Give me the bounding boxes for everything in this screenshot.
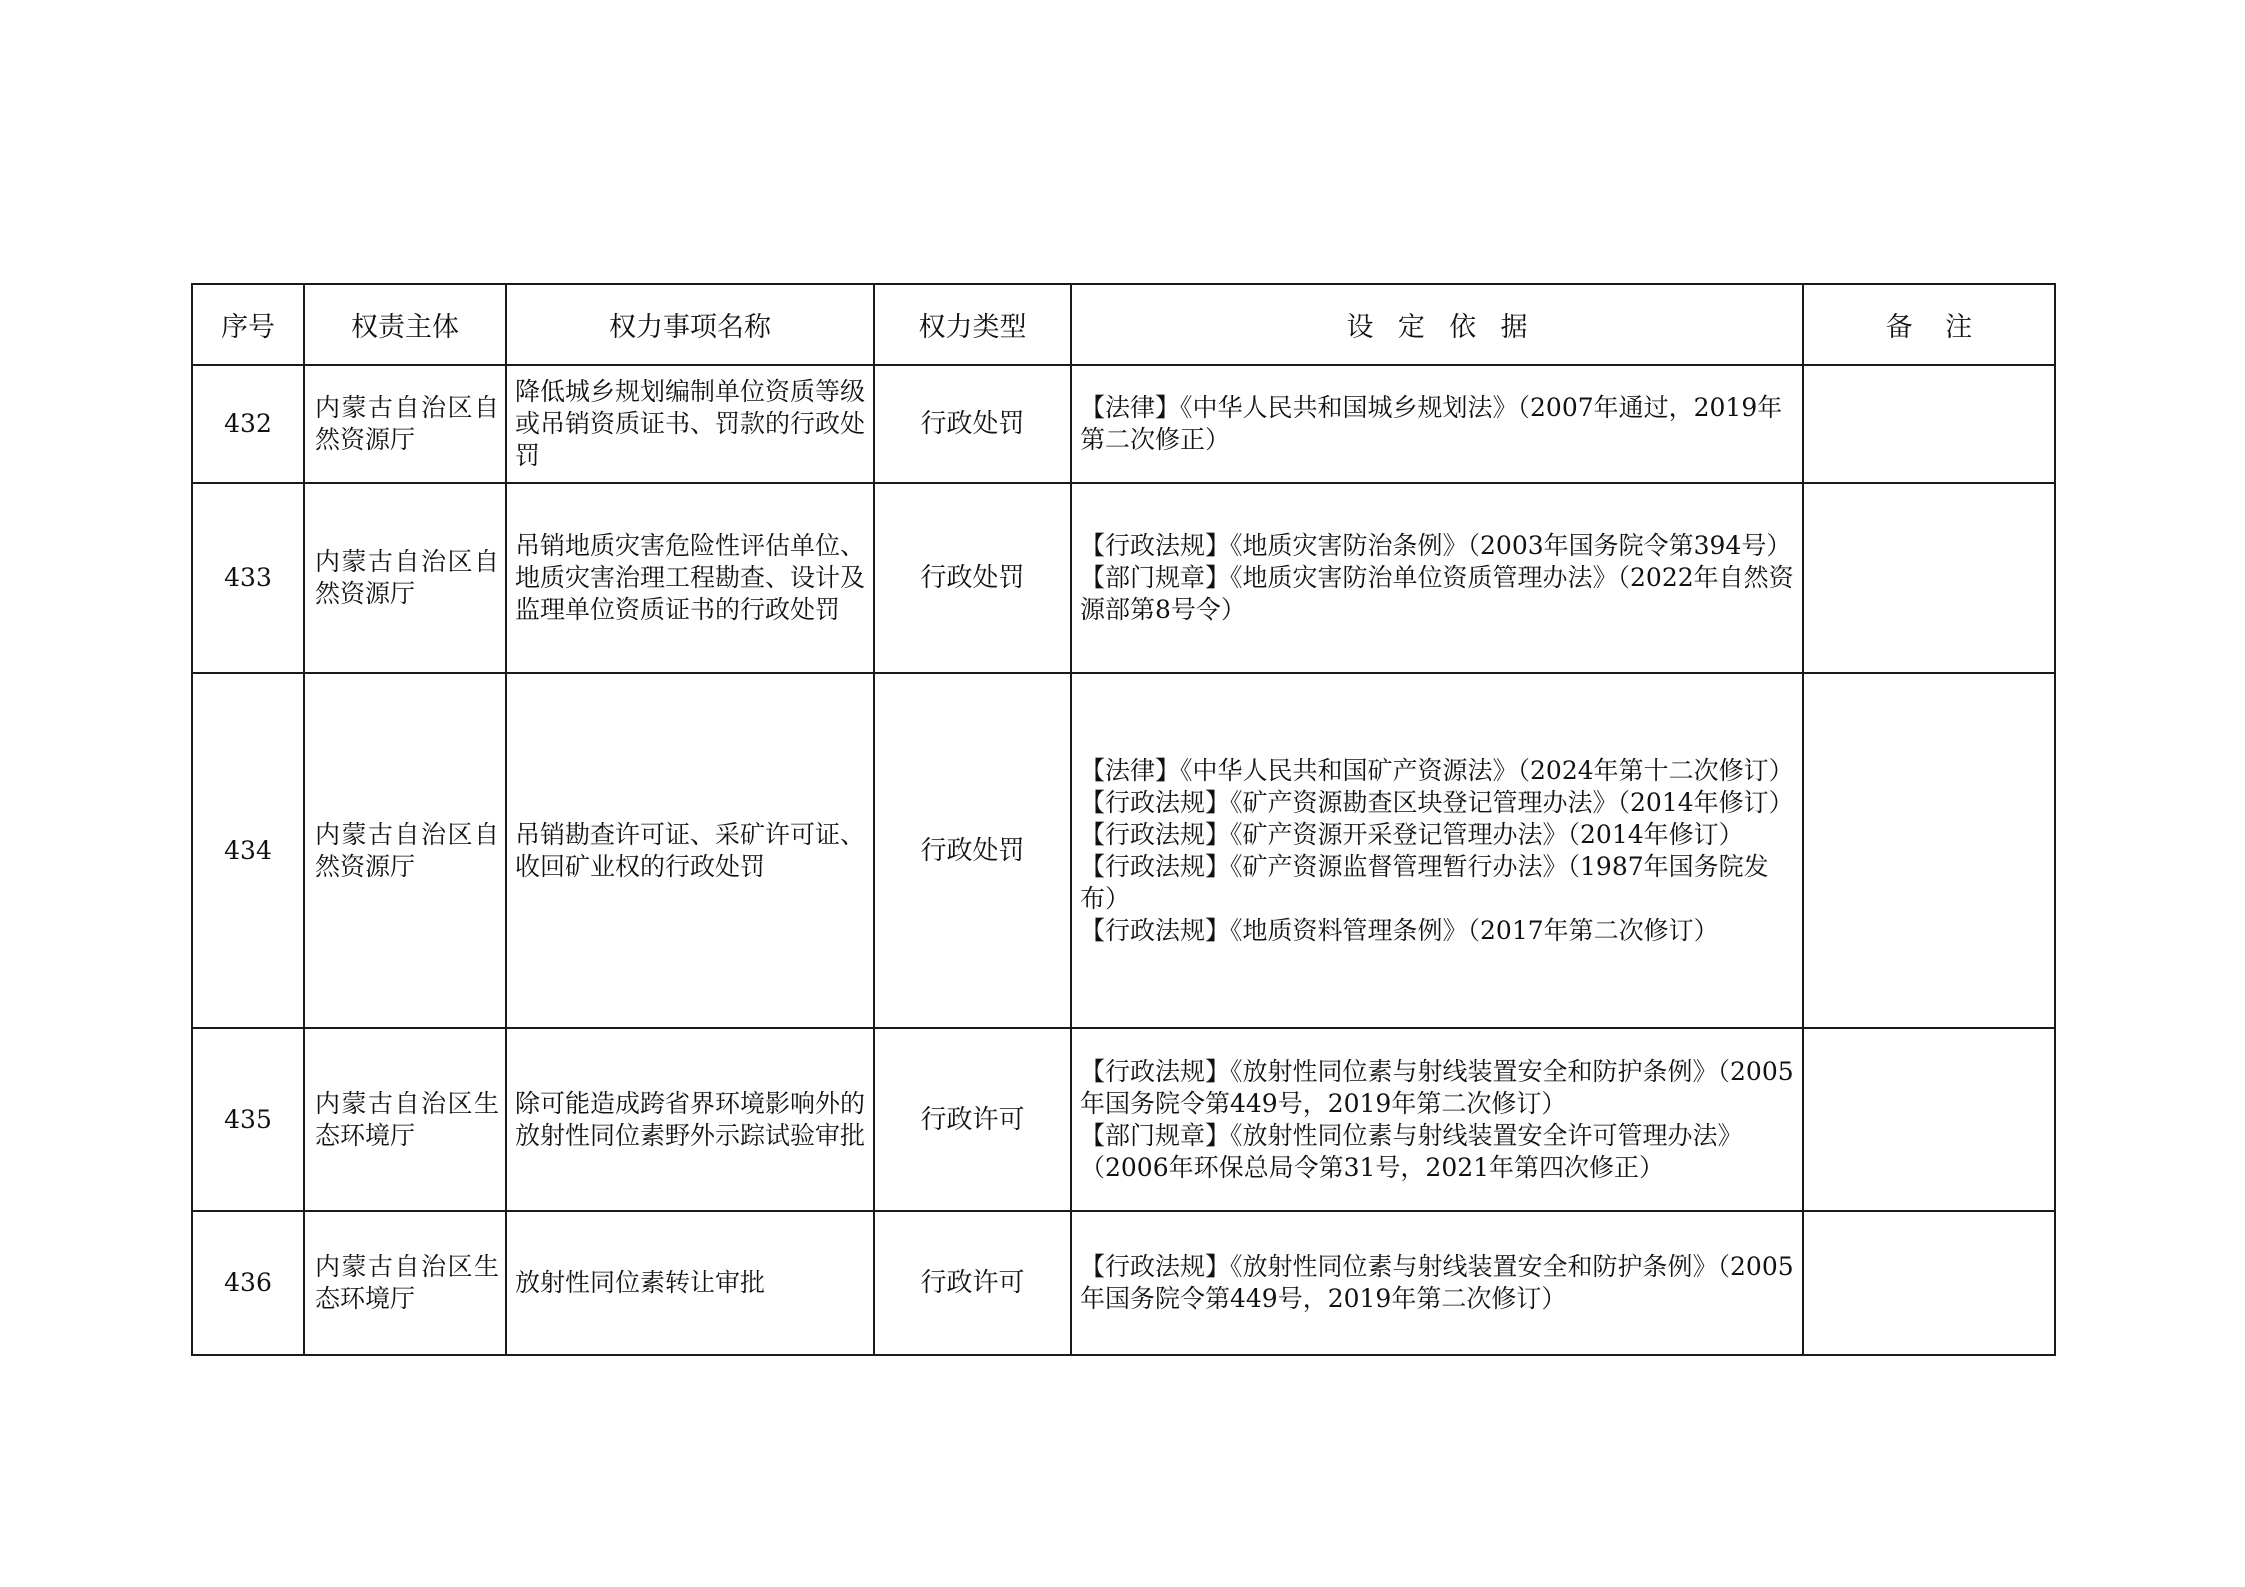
basis-line: 【行政法规】《矿产资源勘查区块登记管理办法》（2014年修订） [1080, 787, 1794, 817]
row-basis [1071, 1028, 1803, 1211]
row-note [1803, 1028, 2055, 1211]
row-note [1803, 483, 2055, 673]
header-type: 权力类型 [874, 284, 1071, 365]
header-basis: 设定依据 [1071, 284, 1803, 365]
row-basis [1071, 1211, 1803, 1355]
row-subject: 内蒙古自治区自然资源厅 [304, 483, 506, 673]
row-subject: 内蒙古自治区自然资源厅 [304, 365, 506, 483]
row-index: 433 [192, 483, 304, 673]
row-type: 行政许可 [874, 1211, 1071, 1355]
header-note: 备注 [1803, 284, 2055, 365]
row-type: 行政许可 [874, 1028, 1071, 1211]
row-basis [1071, 483, 1803, 673]
row-subject: 内蒙古自治区生态环境厅 [304, 1211, 506, 1355]
row-type: 行政处罚 [874, 673, 1071, 1028]
row-name: 降低城乡规划编制单位资质等级或吊销资质证书、罚款的行政处罚 [506, 365, 874, 483]
row-name: 除可能造成跨省界环境影响外的放射性同位素野外示踪试验审批 [506, 1028, 874, 1211]
basis-line: 【部门规章】《地质灾害防治单位资质管理办法》（2022年自然资源部第8号令） [1080, 563, 1794, 624]
row-type: 行政处罚 [874, 365, 1071, 483]
table-row [192, 365, 2055, 483]
table-row [192, 673, 2055, 1028]
row-index: 434 [192, 673, 304, 1028]
table-header-row [192, 284, 2055, 365]
row-index: 432 [192, 365, 304, 483]
row-note [1803, 673, 2055, 1028]
header-index: 序号 [192, 284, 304, 365]
power-list-table [191, 283, 2056, 1356]
row-name: 放射性同位素转让审批 [506, 1211, 874, 1355]
table-row [192, 483, 2055, 673]
row-subject: 内蒙古自治区生态环境厅 [304, 1028, 506, 1211]
basis-line: 【行政法规】《放射性同位素与射线装置安全和防护条例》（2005年国务院令第449号，2019年第二次修订） [1080, 1252, 1794, 1313]
basis-line: 【行政法规】《地质灾害防治条例》（2003年国务院令第394号） [1080, 531, 1792, 560]
row-note [1803, 365, 2055, 483]
row-basis [1071, 365, 1803, 483]
header-subject: 权责主体 [304, 284, 506, 365]
basis-line: 【行政法规】《矿产资源监督管理暂行办法》（1987年国务院发布） [1080, 851, 1769, 913]
row-basis [1071, 673, 1803, 1028]
basis-line: 【法律】《中华人民共和国城乡规划法》（2007年通过，2019年第二次修正） [1080, 393, 1783, 454]
row-index: 435 [192, 1028, 304, 1211]
basis-line: 【行政法规】《矿产资源开采登记管理办法》（2014年修订） [1080, 819, 1744, 849]
row-type: 行政处罚 [874, 483, 1071, 673]
row-name: 吊销勘查许可证、采矿许可证、收回矿业权的行政处罚 [506, 673, 874, 1028]
row-index: 436 [192, 1211, 304, 1355]
row-name: 吊销地质灾害危险性评估单位、地质灾害治理工程勘查、设计及监理单位资质证书的行政处罚 [506, 483, 874, 673]
row-note [1803, 1211, 2055, 1355]
basis-line: 【行政法规】《放射性同位素与射线装置安全和防护条例》（2005年国务院令第449号，2019年第二次修订） [1080, 1056, 1794, 1118]
basis-line: 【部门规章】《放射性同位素与射线装置安全许可管理办法》（2006年环保总局令第31号，2021年第四次修正） [1080, 1120, 1743, 1182]
table-row [192, 1211, 2055, 1355]
row-subject: 内蒙古自治区自然资源厅 [304, 673, 506, 1028]
table-row [192, 1028, 2055, 1211]
basis-line: 【法律】《中华人民共和国矿产资源法》（2024年第十二次修订） [1080, 755, 1794, 785]
basis-line: 【行政法规】《地质资料管理条例》（2017年第二次修订） [1080, 915, 1719, 945]
header-name: 权力事项名称 [506, 284, 874, 365]
